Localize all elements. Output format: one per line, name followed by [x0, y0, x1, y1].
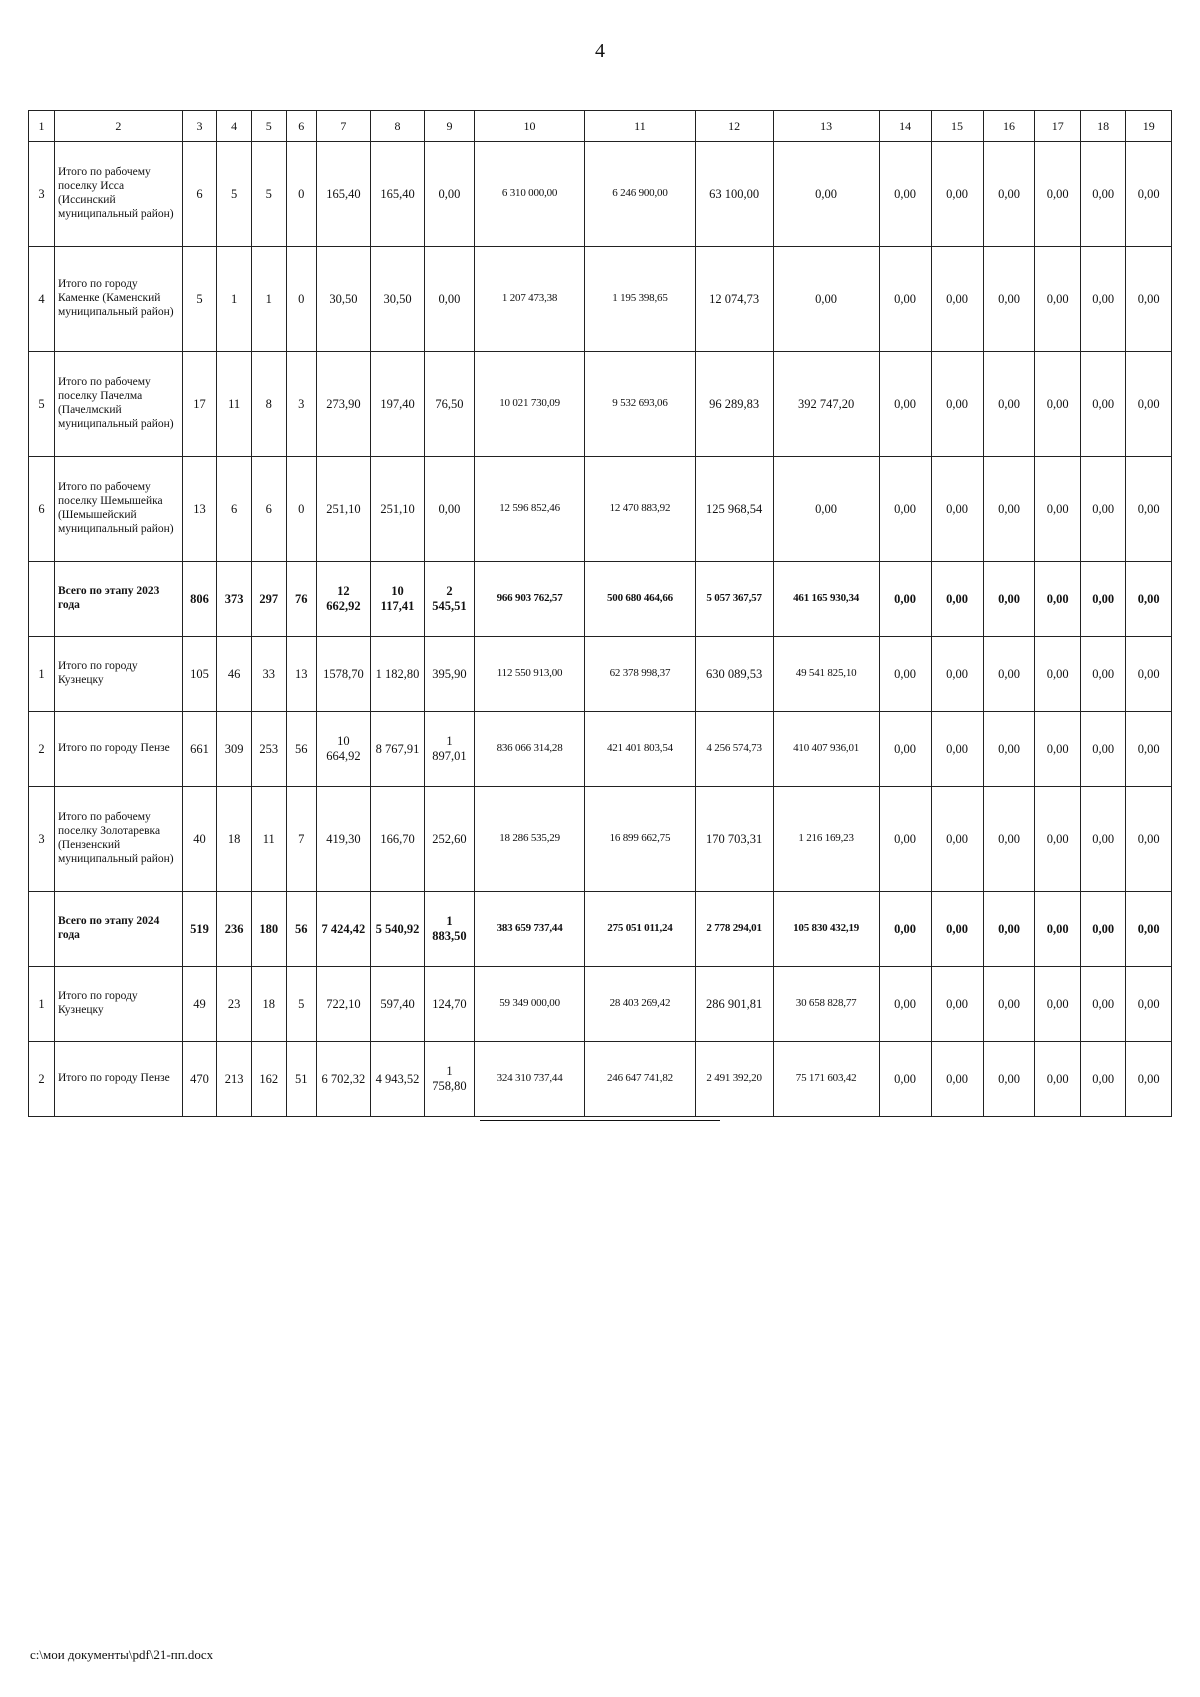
- table-cell: 806: [182, 562, 217, 637]
- table-row: [29, 637, 1172, 712]
- table-cell: 9 532 693,06: [585, 352, 695, 457]
- table-cell: 6: [29, 457, 55, 562]
- column-header: 18: [1080, 111, 1125, 142]
- table-cell: 0,00: [983, 892, 1035, 967]
- column-header: 16: [983, 111, 1035, 142]
- table-cell: 0,00: [1080, 352, 1125, 457]
- table-cell: 28 403 269,42: [585, 967, 695, 1042]
- table-cell: 3: [29, 142, 55, 247]
- column-header: 8: [370, 111, 424, 142]
- table-cell: 421 401 803,54: [585, 712, 695, 787]
- table-cell: 5: [182, 247, 217, 352]
- table-cell: 0,00: [931, 1042, 983, 1117]
- table-cell: 0,00: [931, 562, 983, 637]
- table-row: [29, 787, 1172, 892]
- table-cell: 0,00: [879, 637, 931, 712]
- table-cell: 0,00: [931, 247, 983, 352]
- table-cell: 7 424,42: [316, 892, 370, 967]
- table-cell: 8 767,91: [370, 712, 424, 787]
- column-header: 14: [879, 111, 931, 142]
- table-cell: 30,50: [370, 247, 424, 352]
- page-number: 4: [595, 40, 605, 62]
- table-cell: 0,00: [983, 457, 1035, 562]
- table-cell: 0,00: [879, 712, 931, 787]
- table-cell: 166,70: [370, 787, 424, 892]
- column-header: 2: [54, 111, 182, 142]
- table-cell: 10 117,41: [370, 562, 424, 637]
- table-cell: 0,00: [1035, 712, 1080, 787]
- table-row: [29, 247, 1172, 352]
- table-cell: 0,00: [1035, 637, 1080, 712]
- row-label: Итого по городу Кузнецку: [54, 967, 182, 1042]
- table-cell: 30,50: [316, 247, 370, 352]
- table-cell: 0: [286, 457, 316, 562]
- table-cell: 18 286 535,29: [474, 787, 584, 892]
- table-cell: 500 680 464,66: [585, 562, 695, 637]
- row-label: Всего по этапу 2023 года: [54, 562, 182, 637]
- table-cell: 0: [286, 247, 316, 352]
- table-cell: 46: [217, 637, 252, 712]
- table-cell: 0,00: [931, 892, 983, 967]
- table-cell: 124,70: [425, 967, 475, 1042]
- row-label: Итого по городу Каменке (Каменский муниципальный район): [54, 247, 182, 352]
- table-cell: 6: [217, 457, 252, 562]
- table-cell: 2: [29, 1042, 55, 1117]
- table-cell: 0,00: [1035, 787, 1080, 892]
- table-cell: 0,00: [931, 637, 983, 712]
- table-cell: 1 207 473,38: [474, 247, 584, 352]
- table-cell: 11: [251, 787, 286, 892]
- table-cell: 0,00: [879, 457, 931, 562]
- table-cell: 0,00: [879, 562, 931, 637]
- table-row: [29, 142, 1172, 247]
- table-cell: 373: [217, 562, 252, 637]
- table-cell: 30 658 828,77: [773, 967, 879, 1042]
- table-cell: 0,00: [931, 967, 983, 1042]
- table-cell: 1 758,80: [425, 1042, 475, 1117]
- column-header: 12: [695, 111, 773, 142]
- table-row: [29, 1042, 1172, 1117]
- table-cell: 1: [29, 637, 55, 712]
- table-cell: 0,00: [931, 712, 983, 787]
- column-header: 13: [773, 111, 879, 142]
- table-row: [29, 712, 1172, 787]
- table-cell: 0,00: [425, 457, 475, 562]
- table-cell: 17: [182, 352, 217, 457]
- table-cell: 0,00: [1126, 1042, 1172, 1117]
- table-cell: 2: [29, 712, 55, 787]
- table-cell: 0,00: [1126, 562, 1172, 637]
- table-cell: 0,00: [1035, 457, 1080, 562]
- table-cell: 0,00: [931, 352, 983, 457]
- separator-line: [480, 1120, 720, 1121]
- table-cell: 0,00: [879, 1042, 931, 1117]
- table-cell: 0,00: [1126, 247, 1172, 352]
- table-cell: 49 541 825,10: [773, 637, 879, 712]
- table-cell: 40: [182, 787, 217, 892]
- table-cell: 11: [217, 352, 252, 457]
- table-cell: 76,50: [425, 352, 475, 457]
- table-cell: 0,00: [879, 247, 931, 352]
- column-header: 11: [585, 111, 695, 142]
- table-cell: 0,00: [1035, 562, 1080, 637]
- table-cell: 246 647 741,82: [585, 1042, 695, 1117]
- column-header: 10: [474, 111, 584, 142]
- table-cell: 0,00: [983, 142, 1035, 247]
- table-cell: 33: [251, 637, 286, 712]
- table-cell: 0,00: [1035, 1042, 1080, 1117]
- table-cell: 1: [29, 967, 55, 1042]
- table-cell: 0,00: [879, 967, 931, 1042]
- table-cell: 170 703,31: [695, 787, 773, 892]
- table-cell: 392 747,20: [773, 352, 879, 457]
- table-cell: 197,40: [370, 352, 424, 457]
- column-header: 19: [1126, 111, 1172, 142]
- table-cell: 1 883,50: [425, 892, 475, 967]
- table-cell: 0,00: [1126, 967, 1172, 1042]
- table-cell: 722,10: [316, 967, 370, 1042]
- table-cell: 0,00: [983, 247, 1035, 352]
- table-cell: 252,60: [425, 787, 475, 892]
- table-cell: 12 662,92: [316, 562, 370, 637]
- row-label: Всего по этапу 2024 года: [54, 892, 182, 967]
- table-cell: 1 897,01: [425, 712, 475, 787]
- table-cell: 0,00: [1080, 967, 1125, 1042]
- table-cell: 5: [251, 142, 286, 247]
- table-cell: 4: [29, 247, 55, 352]
- table-cell: 0,00: [1126, 142, 1172, 247]
- table-cell: 0,00: [1080, 247, 1125, 352]
- table-cell: 0,00: [1080, 142, 1125, 247]
- table-cell: 62 378 998,37: [585, 637, 695, 712]
- column-header: 9: [425, 111, 475, 142]
- table-cell: 0,00: [773, 247, 879, 352]
- column-header: 4: [217, 111, 252, 142]
- table-cell: 1: [251, 247, 286, 352]
- table-cell: 410 407 936,01: [773, 712, 879, 787]
- table-cell: 10 664,92: [316, 712, 370, 787]
- table-cell: 165,40: [370, 142, 424, 247]
- table-cell: 125 968,54: [695, 457, 773, 562]
- row-label: Итого по рабочему поселку Золотаревка (Пензенский муниципальный район): [54, 787, 182, 892]
- table-cell: 59 349 000,00: [474, 967, 584, 1042]
- table-cell: 0,00: [1126, 457, 1172, 562]
- table-cell: 8: [251, 352, 286, 457]
- table-cell: 0,00: [1126, 352, 1172, 457]
- row-label: Итого по рабочему поселку Пачелма (Пачелмский муниципальный район): [54, 352, 182, 457]
- table-cell: 6 310 000,00: [474, 142, 584, 247]
- table-cell: 3: [29, 787, 55, 892]
- table-cell: 13: [182, 457, 217, 562]
- table-cell: 1578,70: [316, 637, 370, 712]
- table-cell: 5 057 367,57: [695, 562, 773, 637]
- table-cell: 0,00: [879, 352, 931, 457]
- table-cell: 0,00: [879, 787, 931, 892]
- column-header: 1: [29, 111, 55, 142]
- table-cell: 5 540,92: [370, 892, 424, 967]
- table-cell: 0,00: [1080, 892, 1125, 967]
- table-cell: 56: [286, 892, 316, 967]
- table-cell: 661: [182, 712, 217, 787]
- table-cell: 1 195 398,65: [585, 247, 695, 352]
- table-cell: 0,00: [425, 247, 475, 352]
- table-cell: 6 246 900,00: [585, 142, 695, 247]
- table-cell: 4 256 574,73: [695, 712, 773, 787]
- table-cell: 0,00: [983, 967, 1035, 1042]
- table-cell: 5: [29, 352, 55, 457]
- table-cell: 0,00: [1126, 787, 1172, 892]
- table-cell: 0,00: [983, 712, 1035, 787]
- table-cell: 2 545,51: [425, 562, 475, 637]
- table-cell: 2 778 294,01: [695, 892, 773, 967]
- table-cell: 0,00: [1126, 712, 1172, 787]
- table-cell: 383 659 737,44: [474, 892, 584, 967]
- table-cell: 3: [286, 352, 316, 457]
- table-cell: 7: [286, 787, 316, 892]
- table-cell: 236: [217, 892, 252, 967]
- table-cell: 0,00: [1080, 1042, 1125, 1117]
- column-header: 5: [251, 111, 286, 142]
- footer-file-path: c:\мои документы\pdf\21-пп.docx: [30, 1647, 214, 1662]
- table-cell: 309: [217, 712, 252, 787]
- table-cell: 0,00: [425, 142, 475, 247]
- table-cell: 0,00: [983, 637, 1035, 712]
- table-cell: 253: [251, 712, 286, 787]
- table-cell: 18: [251, 967, 286, 1042]
- table-cell: 10 021 730,09: [474, 352, 584, 457]
- column-header: 15: [931, 111, 983, 142]
- total-row: [29, 562, 1172, 637]
- table-cell: 0,00: [1035, 352, 1080, 457]
- table-cell: 112 550 913,00: [474, 637, 584, 712]
- table-cell: 836 066 314,28: [474, 712, 584, 787]
- column-header: 17: [1035, 111, 1080, 142]
- table-cell: 0,00: [983, 562, 1035, 637]
- table-cell: 0,00: [1126, 637, 1172, 712]
- table-cell: 0,00: [1080, 787, 1125, 892]
- table-cell: 0,00: [1080, 637, 1125, 712]
- table-cell: 0,00: [1126, 892, 1172, 967]
- row-label: Итого по городу Пензе: [54, 712, 182, 787]
- table-cell: 519: [182, 892, 217, 967]
- table-cell: 0,00: [931, 457, 983, 562]
- table-cell: 180: [251, 892, 286, 967]
- table-cell: 470: [182, 1042, 217, 1117]
- column-header: 7: [316, 111, 370, 142]
- column-header: 6: [286, 111, 316, 142]
- table-cell: 251,10: [316, 457, 370, 562]
- table-cell: 0,00: [931, 142, 983, 247]
- table-cell: 251,10: [370, 457, 424, 562]
- table-cell: [29, 562, 55, 637]
- table-cell: 16 899 662,75: [585, 787, 695, 892]
- table-cell: 0,00: [1080, 712, 1125, 787]
- table-cell: 1 216 169,23: [773, 787, 879, 892]
- table-cell: 0,00: [983, 787, 1035, 892]
- register-table: [28, 110, 1172, 1117]
- table-row: [29, 967, 1172, 1042]
- table-cell: 49: [182, 967, 217, 1042]
- table-cell: 0,00: [931, 787, 983, 892]
- row-label: Итого по городу Кузнецку: [54, 637, 182, 712]
- table-cell: 275 051 011,24: [585, 892, 695, 967]
- table-row: [29, 457, 1172, 562]
- table-cell: 0,00: [1035, 142, 1080, 247]
- table-header: [29, 111, 1172, 142]
- row-label: Итого по рабочему поселку Шемышейка (Шемышейский муниципальный район): [54, 457, 182, 562]
- table-cell: 461 165 930,34: [773, 562, 879, 637]
- table-cell: 6 702,32: [316, 1042, 370, 1117]
- table-cell: 0,00: [1035, 967, 1080, 1042]
- table-cell: 12 596 852,46: [474, 457, 584, 562]
- table-cell: 0,00: [879, 142, 931, 247]
- total-row: [29, 892, 1172, 967]
- table-cell: 0,00: [1080, 562, 1125, 637]
- table-cell: 395,90: [425, 637, 475, 712]
- table-cell: 6: [182, 142, 217, 247]
- table-cell: 0,00: [879, 892, 931, 967]
- table-cell: 105: [182, 637, 217, 712]
- table-cell: 162: [251, 1042, 286, 1117]
- table-cell: 0,00: [983, 1042, 1035, 1117]
- table-cell: 324 310 737,44: [474, 1042, 584, 1117]
- table-cell: 18: [217, 787, 252, 892]
- table-cell: 597,40: [370, 967, 424, 1042]
- table-cell: 5: [217, 142, 252, 247]
- table-cell: 165,40: [316, 142, 370, 247]
- column-header: 3: [182, 111, 217, 142]
- table-cell: 966 903 762,57: [474, 562, 584, 637]
- table-cell: 273,90: [316, 352, 370, 457]
- table-cell: 63 100,00: [695, 142, 773, 247]
- table-cell: 0,00: [1080, 457, 1125, 562]
- table-cell: 23: [217, 967, 252, 1042]
- table-cell: 0: [286, 142, 316, 247]
- table-cell: 51: [286, 1042, 316, 1117]
- table-cell: 75 171 603,42: [773, 1042, 879, 1117]
- table-cell: 2 491 392,20: [695, 1042, 773, 1117]
- table-cell: 12 470 883,92: [585, 457, 695, 562]
- table-cell: 0,00: [1035, 892, 1080, 967]
- table-cell: 1: [217, 247, 252, 352]
- row-label: Итого по городу Пензе: [54, 1042, 182, 1117]
- table-cell: 96 289,83: [695, 352, 773, 457]
- table-cell: 0,00: [1035, 247, 1080, 352]
- table-cell: 1 182,80: [370, 637, 424, 712]
- row-label: Итого по рабочему поселку Исса (Иссинский муниципальный район): [54, 142, 182, 247]
- table-cell: 297: [251, 562, 286, 637]
- table-body: [29, 142, 1172, 1117]
- table-cell: 6: [251, 457, 286, 562]
- table-cell: 4 943,52: [370, 1042, 424, 1117]
- table-cell: 0,00: [773, 457, 879, 562]
- table-cell: 13: [286, 637, 316, 712]
- table-cell: 0,00: [983, 352, 1035, 457]
- table-cell: 0,00: [773, 142, 879, 247]
- table-cell: 105 830 432,19: [773, 892, 879, 967]
- table-cell: 286 901,81: [695, 967, 773, 1042]
- table-cell: 213: [217, 1042, 252, 1117]
- table-cell: 56: [286, 712, 316, 787]
- table-cell: 12 074,73: [695, 247, 773, 352]
- table-cell: 419,30: [316, 787, 370, 892]
- table-row: [29, 352, 1172, 457]
- table-cell: 630 089,53: [695, 637, 773, 712]
- table-cell: 76: [286, 562, 316, 637]
- table-cell: [29, 892, 55, 967]
- table-cell: 5: [286, 967, 316, 1042]
